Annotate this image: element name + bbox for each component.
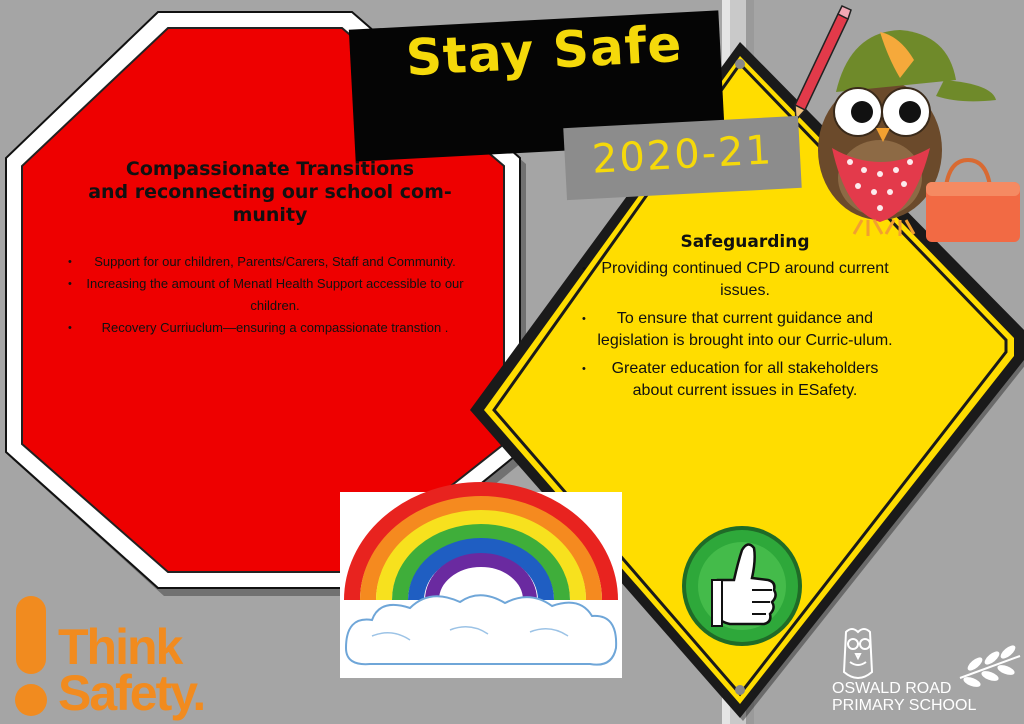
- thumbs-up-icon: [682, 526, 802, 646]
- list-item: • Support for our children, Parents/Carers, Staff and Community.: [40, 251, 500, 273]
- stop-title-line2: and reconnecting our school com-: [88, 181, 452, 203]
- list-item: • Providing continued CPD around current issues.: [560, 258, 930, 302]
- rainbow-icon: [340, 490, 622, 678]
- think-safety-line2: Safety.: [58, 665, 205, 721]
- safeguarding-title: Safeguarding: [680, 232, 810, 252]
- exclamation-icon: [15, 596, 47, 716]
- stop-bullet-list: [40, 251, 500, 339]
- list-item: • To ensure that current guidance and legislation is brought into our Curric-ulum.: [560, 308, 930, 352]
- list-item: • Recovery Curriuclum—ensuring a compassionate transtion .: [40, 317, 500, 339]
- stop-sign-content: [40, 158, 500, 339]
- year-label: 2020-21: [590, 127, 775, 183]
- school-name: [832, 680, 976, 714]
- list-item: • Increasing the amount of Menatl Health Support accessible to our children.: [40, 273, 500, 317]
- school-name-line1: OSWALD ROAD: [832, 680, 952, 697]
- stop-title-line3: munity: [232, 204, 308, 226]
- warning-sign-content: [560, 230, 930, 408]
- list-item: • Greater education for all stakeholders about current issues in ESafety.: [560, 358, 930, 402]
- think-safety-line1: Think: [58, 619, 182, 675]
- page-title: Stay Safe: [404, 14, 684, 88]
- stop-title-line1: Compassionate Transitions: [125, 158, 415, 180]
- safeguarding-bullet-list: [560, 258, 930, 402]
- school-name-line2: PRIMARY SCHOOL: [832, 697, 977, 714]
